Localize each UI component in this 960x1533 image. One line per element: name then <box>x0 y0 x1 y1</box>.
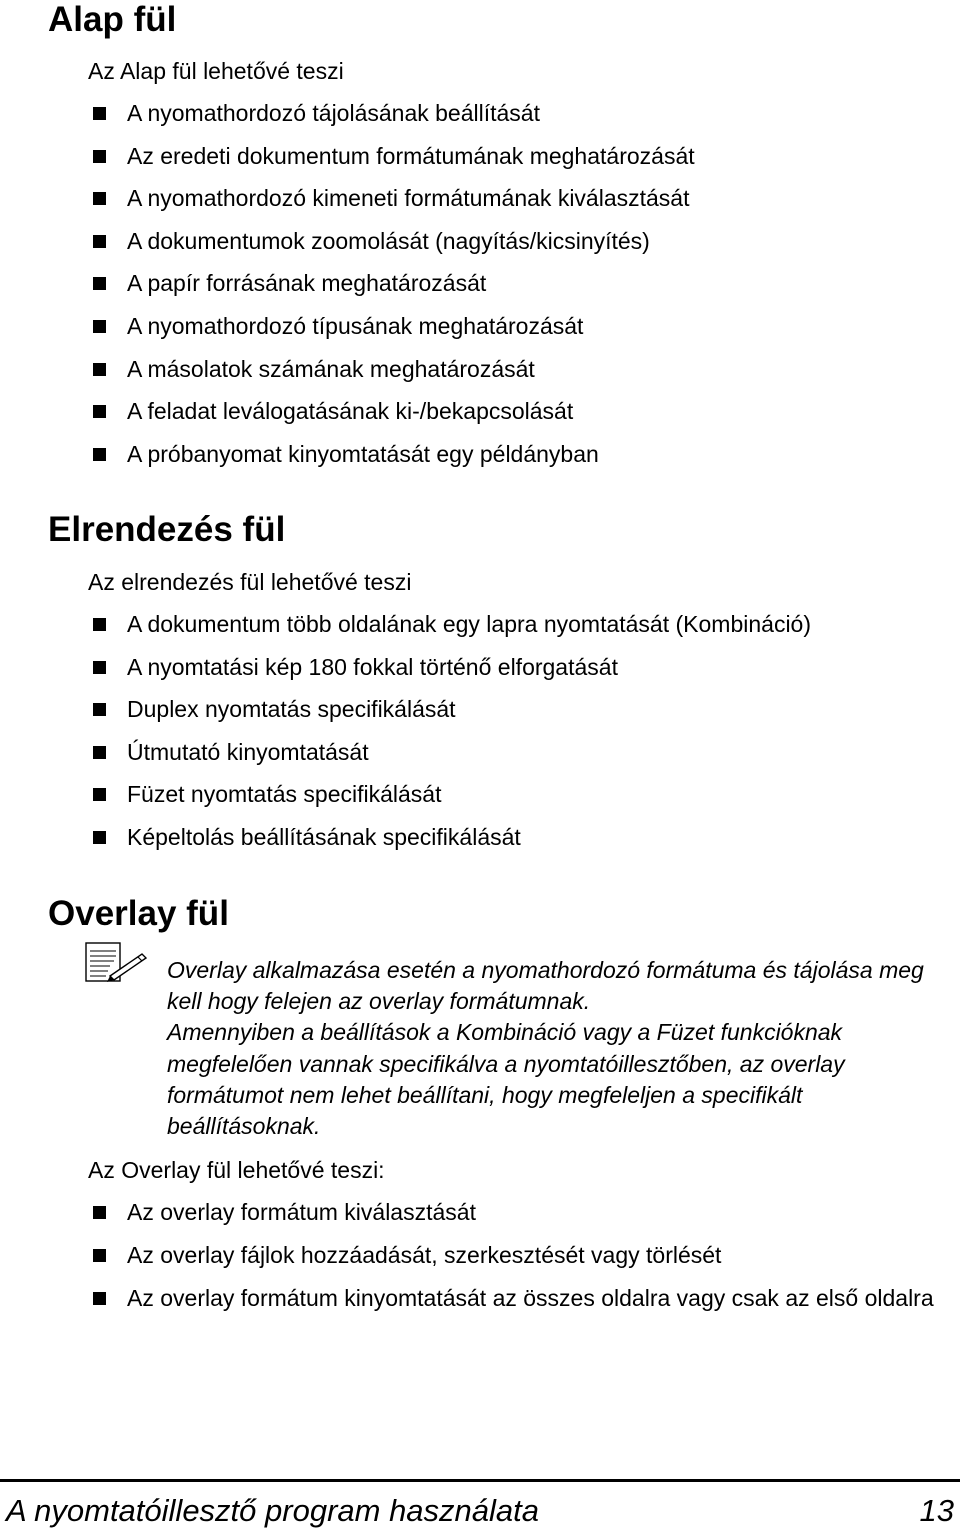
list-item: A másolatok számának meghatározását <box>0 354 695 384</box>
list-item: Füzet nyomtatás specifikálását <box>0 779 811 809</box>
list-item: Képeltolás beállításának specifikálását <box>0 822 811 852</box>
section-heading-elrendezes: Elrendezés fül <box>48 510 286 549</box>
note-paragraph: Amennyiben a beállítások a Kombináció vagy a Füzet funkcióknak megfelelően vannak specifikálva a nyomtatóillesztőben, az overlay formátumot nem lehet beállítani, hogy megfeleljen a specifikált beállításoknak. <box>167 1019 845 1140</box>
footer-rule <box>0 1479 960 1482</box>
square-bullet-icon <box>93 1206 106 1219</box>
list-item: Az overlay formátum kiválasztását <box>0 1197 947 1227</box>
section-intro-alap: Az Alap fül lehetővé teszi <box>88 58 344 84</box>
footer-title: A nyomtatóillesztő program használata <box>6 1493 540 1528</box>
square-bullet-icon <box>93 788 106 801</box>
list-item: Duplex nyomtatás specifikálását <box>0 694 811 724</box>
square-bullet-icon <box>93 1292 106 1305</box>
square-bullet-icon <box>93 661 106 674</box>
square-bullet-icon <box>93 448 106 461</box>
square-bullet-icon <box>93 1249 106 1262</box>
section-heading-alap: Alap fül <box>48 0 177 39</box>
list-item: A nyomtatási kép 180 fokkal történő elforgatását <box>0 652 811 682</box>
note-pencil-icon <box>84 940 148 984</box>
list-item: A próbanyomat kinyomtatását egy példányban <box>0 439 695 469</box>
page-number: 13 <box>919 1493 954 1528</box>
list-item: A nyomathordozó tájolásának beállítását <box>0 98 695 128</box>
list-item: A dokumentum több oldalának egy lapra nyomtatását (Kombináció) <box>0 609 811 639</box>
square-bullet-icon <box>93 320 106 333</box>
overlay-note <box>167 955 947 1142</box>
bullet-list-elrendezes <box>0 609 811 865</box>
list-item: A feladat leválogatásának ki-/bekapcsolását <box>0 396 695 426</box>
list-item: A nyomathordozó kimeneti formátumának kiválasztását <box>0 183 695 213</box>
bullet-list-overlay <box>0 1197 947 1325</box>
section-intro-elrendezes: Az elrendezés fül lehetővé teszi <box>88 569 412 595</box>
square-bullet-icon <box>93 831 106 844</box>
square-bullet-icon <box>93 405 106 418</box>
square-bullet-icon <box>93 618 106 631</box>
list-item: Útmutató kinyomtatását <box>0 737 811 767</box>
square-bullet-icon <box>93 363 106 376</box>
list-item: Az eredeti dokumentum formátumának meghatározását <box>0 141 695 171</box>
square-bullet-icon <box>93 235 106 248</box>
list-item: A papír forrásának meghatározását <box>0 268 695 298</box>
square-bullet-icon <box>93 192 106 205</box>
list-item: Az overlay fájlok hozzáadását, szerkesztését vagy törlését <box>0 1240 947 1270</box>
section-intro-overlay: Az Overlay fül lehetővé teszi: <box>88 1157 385 1183</box>
square-bullet-icon <box>93 150 106 163</box>
note-paragraph: Overlay alkalmazása esetén a nyomathordozó formátuma és tájolása meg kell hogy felejen az overlay formátumnak. <box>167 957 924 1015</box>
list-item: A dokumentumok zoomolását (nagyítás/kicsinyítés) <box>0 226 695 256</box>
list-item: Az overlay formátum kinyomtatását az összes oldalra vagy csak az első oldalra <box>0 1283 947 1313</box>
square-bullet-icon <box>93 107 106 120</box>
list-item: A nyomathordozó típusának meghatározását <box>0 311 695 341</box>
square-bullet-icon <box>93 746 106 759</box>
square-bullet-icon <box>93 277 106 290</box>
section-heading-overlay: Overlay fül <box>48 894 229 933</box>
bullet-list-alap <box>0 98 695 481</box>
square-bullet-icon <box>93 703 106 716</box>
